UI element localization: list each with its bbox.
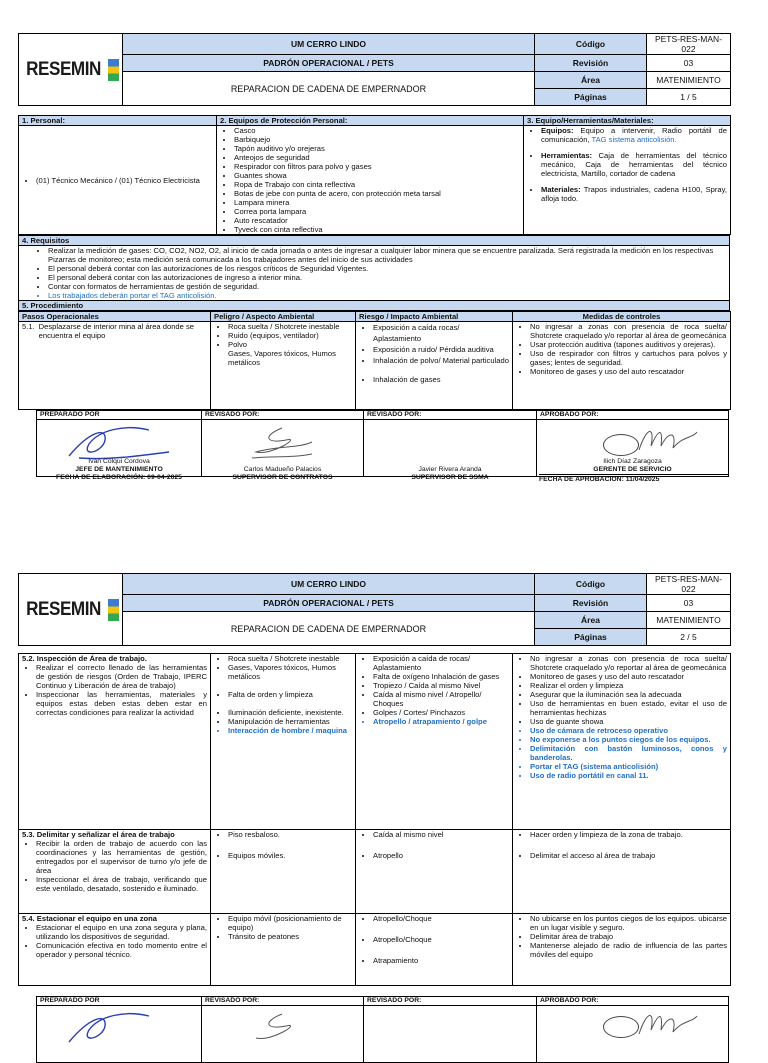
reviewer2-signature-box xyxy=(364,420,537,481)
reviewed-by-label: REVISADO POR: xyxy=(202,997,364,1006)
col-pasos: Pasos Operacionales xyxy=(19,312,211,322)
prepared-by-label: PREPARADO POR xyxy=(37,411,202,420)
step-5-4-title: 5.4. Estacionar el equipo en una zona xyxy=(22,914,158,923)
requisito-item: • Realizar la medición de gases: CO, CO2, NO2, O2, al inicio de cada jornada o antes de ingresar a cualquier labor minera que se encuentre paralizada. Será registrada la medición en los respectivas Pizarras de monitoreo; esta medición será comunicada a los trabajadores antes del inicio de sus actividades xyxy=(48,246,726,264)
peligro-item: • Polvo xyxy=(228,340,352,349)
epp-item: • Tyveck con cinta reflectiva xyxy=(234,225,520,234)
medida-item-highlight: • Portar el TAG (sistema anticolisión) xyxy=(530,762,727,771)
reviewed-by-label: REVISADO POR: xyxy=(364,997,537,1006)
codigo-label: Código xyxy=(535,34,647,55)
medida-item-highlight: • Uso de radio portátil en canal 11. xyxy=(530,771,727,780)
peligro-item: • Equipos móviles. xyxy=(228,851,352,860)
area-value: MATENIMIENTO xyxy=(647,72,731,89)
peligro-item: • Gases, Vapores tóxicos, Humos metálicos xyxy=(228,663,352,681)
procedure-table-page1 xyxy=(18,311,731,410)
prepared-signature-box xyxy=(37,1006,202,1063)
epp-item: • Lampara minera xyxy=(234,198,520,207)
medida-item: • Hacer orden y limpieza de la zona de trabajo. xyxy=(530,830,727,839)
logo-text: RESEMIN xyxy=(26,598,101,620)
procedure-table-page2 xyxy=(18,653,731,986)
step-item: • Inspeccionar el área de trabajo, verificando que este ventilado, desatado, sostenido e iluminado. xyxy=(36,875,207,893)
document-header xyxy=(18,573,731,646)
herramientas-item xyxy=(541,151,727,178)
revision-label: Revisión xyxy=(535,55,647,72)
peligro-item: • Roca suelta / Shotcrete inestable xyxy=(228,322,352,331)
medida-item: • Asegurar que la iluminación sea la adecuada xyxy=(530,690,727,699)
logo-mark-icon xyxy=(108,59,119,81)
page-1 xyxy=(18,33,730,483)
approval-date: FECHA DE APROBACION: 11/04/2025 xyxy=(539,474,729,484)
document-header xyxy=(18,33,731,106)
prepared-date: FECHA DE ELABORACIÓN: 09-04-2025 xyxy=(56,474,182,481)
medida-item: • Usar protección auditiva (tapones auditivos y orejeras). xyxy=(530,340,727,349)
medida-item-highlight: • No exponerse a los puntos ciegos de los equipos. xyxy=(530,735,727,744)
step-5-1-text: Desplazarse de interior mina al área donde se encuentra el equipo xyxy=(38,322,195,340)
medida-item: • Uso de herramientas en buen estado, evitar el uso de herramientas hechizas xyxy=(530,699,727,717)
doc-type: PADRÓN OPERACIONAL / PETS xyxy=(123,55,535,72)
personal-text: • (01) Técnico Mecánico / (01) Técnico Electricista xyxy=(36,176,213,185)
step-5-4-riesgos xyxy=(356,914,513,986)
step-5-1-riesgos xyxy=(356,322,513,410)
herramientas-text: Caja de herramientas del técnico mecánico, Caja de herramientas del técnico electricista, Martillo, cortador de cadena xyxy=(541,151,727,178)
medida-item: • Realizar el orden y limpieza xyxy=(530,681,727,690)
riesgo-item: • Exposición a caída de rocas/ Aplastamiento xyxy=(373,654,509,672)
signature-icon xyxy=(633,1006,703,1040)
equipos-item xyxy=(541,126,727,144)
col-peligro: Peligro / Aspecto Ambiental xyxy=(211,312,356,322)
step-5-3-cell xyxy=(19,830,211,914)
equipos-label: Equipos: xyxy=(541,126,574,135)
equipos-tag: TAG sistema anticolisión. xyxy=(591,135,677,144)
requisito-item: • El personal deberá contar con las autorizaciones de ingreso a interior mina. xyxy=(48,273,726,282)
step-5-2-medidas xyxy=(513,654,731,830)
medida-item: • Monitoreo de gases y uso del auto rescatador xyxy=(530,367,727,376)
equipos-text: Equipo a intervenir, Radio portátil de comunicación, xyxy=(541,126,727,144)
requisitos-heading: 4. Requisitos xyxy=(19,236,730,246)
epp-item: • Guantes showa xyxy=(234,171,520,180)
signature-icon xyxy=(59,422,179,462)
epp-item: • Correa porta lampara xyxy=(234,207,520,216)
step-item: • Comunicación efectiva en todo momento entre el operador y personal técnico. xyxy=(36,941,207,959)
reviewer1-role: SUPERVISOR DE CONTRATOS xyxy=(232,474,333,481)
area-label: Área xyxy=(535,72,647,89)
riesgo-item: • Exposición a caída rocas/ Aplastamiento xyxy=(373,322,509,344)
step-5-1-num: 5.1. xyxy=(22,322,35,331)
epp-item: • Respirador con filtros para polvo y gases xyxy=(234,162,520,171)
medida-item-highlight: • Delimitación con bastón luminosos, conos y banderolas. xyxy=(530,744,727,762)
signature-icon xyxy=(242,1008,322,1048)
riesgo-item: • Caída al mismo nivel / Atropello/ Choques xyxy=(373,690,509,708)
step-item: • Recibir la orden de trabajo de acuerdo con las coordinaciones y las herramientas de gestión, entregados por el supervisor de turno y/o jefe de área xyxy=(36,839,207,875)
section-personal-epp xyxy=(18,115,731,235)
medida-item: • Uso de guante showa xyxy=(530,717,727,726)
peligro-item-highlight: • Interacción de hombre / maquina xyxy=(228,726,352,735)
approver-name: Ilich Díaz Zaragoza xyxy=(603,458,662,465)
riesgo-item: • Golpes / Cortes/ Pinchazos xyxy=(373,708,509,717)
peligro-item: • Iluminación deficiente, inexistente. xyxy=(228,708,352,717)
approved-by-label: APROBADO POR: xyxy=(537,997,729,1006)
step-5-4-medidas xyxy=(513,914,731,986)
medida-item: • Delimitar el acceso al área de trabajo xyxy=(530,851,727,860)
page-2 xyxy=(18,573,730,1063)
epp-cell xyxy=(217,126,524,235)
company-logo xyxy=(19,34,123,106)
requisito-item: • Contar con formatos de herramientas de gestión de seguridad. xyxy=(48,282,726,291)
requisito-tag-item: • Los trabajados deberán portar el TAG anticolisión. xyxy=(48,291,726,300)
riesgo-item: • Inhalación de polvo/ Material particulado xyxy=(373,355,509,366)
riesgo-item: • Atropello/Choque xyxy=(373,914,509,923)
paginas-value: 2 / 5 xyxy=(647,629,731,646)
step-5-4-peligros xyxy=(211,914,356,986)
epp-heading: 2. Equipos de Protección Personal: xyxy=(217,116,524,126)
step-item: • Inspeccionar las herramientas, materiales y equipos estas deben estas deben estar en correctas condiciones para realizar la actividad xyxy=(36,690,207,717)
step-5-3-riesgos xyxy=(356,830,513,914)
prepared-name: Ivan Colqui Cordova xyxy=(88,458,150,465)
signature-icon xyxy=(59,1008,179,1048)
herramientas-label: Herramientas: xyxy=(541,151,593,160)
codigo-value: PETS-RES-MAN-022 xyxy=(647,34,731,55)
epp-item: • Tapón auditivo y/o orejeras xyxy=(234,144,520,153)
peligro-item: • Roca suelta / Shotcrete inestable xyxy=(228,654,352,663)
peligro-item: • Falta de orden y limpieza xyxy=(228,690,352,699)
medida-item-highlight: • Uso de cámara de retroceso operativo xyxy=(530,726,727,735)
step-5-2-riesgos xyxy=(356,654,513,830)
epp-item: • Barbiquejo xyxy=(234,135,520,144)
step-5-1-cell xyxy=(19,322,211,410)
peligro-item: • Tránsito de peatones xyxy=(228,932,352,941)
step-5-2-cell xyxy=(19,654,211,830)
approver-role: GERENTE DE SERVICIO xyxy=(593,466,672,473)
riesgo-item-highlight: • Atropello / atrapamiento / golpe xyxy=(373,717,509,726)
medida-item: • No ubicarse en los puntos ciegos de los equipos. ubicarse en un lugar visible y seguro. xyxy=(530,914,727,932)
area-label: Área xyxy=(535,612,647,629)
reviewed-by-label: REVISADO POR: xyxy=(202,411,364,420)
step-5-2-title: 5.2. Inspección de Área de trabajo. xyxy=(22,654,147,663)
doc-type: PADRÓN OPERACIONAL / PETS xyxy=(123,595,535,612)
materiales-text: Trapos industriales, cadena H100, Spray, afloja todo. xyxy=(541,185,727,203)
step-5-4-cell xyxy=(19,914,211,986)
company-name: UM CERRO LINDO xyxy=(123,574,535,595)
step-5-2-peligros xyxy=(211,654,356,830)
peligro-item: • Equipo móvil (posicionamiento de equipo) xyxy=(228,914,352,932)
medida-item: • No ingresar a zonas con presencia de roca suelta/ Shotcrete craquelado y/o reportar al área de geomecánica xyxy=(530,654,727,672)
approver-signature-box xyxy=(537,1006,729,1063)
medida-item: • Uso de respirador con filtros y cartuchos para polvos y gases; lentes de seguridad. xyxy=(530,349,727,367)
approved-by-label: APROBADO POR: xyxy=(537,411,729,420)
equipment-heading: 3. Equipo/Herramientas/Materiales: xyxy=(524,116,731,126)
step-item: • Realizar el correcto llenado de las herramientas de gestión de riesgos (Orden de Trabajo, IPERC Continuo y Liberación de área de trabajo) xyxy=(36,663,207,690)
equipment-cell xyxy=(524,126,731,235)
logo-text: RESEMIN xyxy=(26,58,101,80)
peligro-item: • Manipulación de herramientas xyxy=(228,717,352,726)
section-requisitos xyxy=(18,235,730,311)
peligro-extra: Gases, Vapores tóxicos, Humos metálicos xyxy=(228,349,336,367)
step-item: • Estacionar el equipo en una zona segura y plana, utilizando los dispositivos de seguridad. xyxy=(36,923,207,941)
reviewer1-name: Carlos Madueño Palacios xyxy=(243,466,322,473)
riesgo-item: • Inhalación de gases xyxy=(373,374,509,385)
peligro-item: • Piso resbaloso. xyxy=(228,830,352,839)
epp-item: • Ropa de Trabajo con cinta reflectiva xyxy=(234,180,520,189)
col-riesgo: Riesgo / Impacto Ambiental xyxy=(356,312,513,322)
logo-mark-icon xyxy=(108,599,119,621)
step-5-1-medidas xyxy=(513,322,731,410)
riesgo-item: • Falta de oxígeno Inhalación de gases xyxy=(373,672,509,681)
reviewed-by-label: REVISADO POR: xyxy=(364,411,537,420)
epp-item: • Casco xyxy=(234,126,520,135)
personal-heading: 1. Personal: xyxy=(19,116,217,126)
company-logo xyxy=(19,574,123,646)
riesgo-item: • Atropello xyxy=(373,851,509,860)
revision-value: 03 xyxy=(647,55,731,72)
step-5-1-peligros xyxy=(211,322,356,410)
requisitos-cell xyxy=(19,246,730,301)
epp-item: • Botas de jebe con punta de acero, con protección meta tarsal xyxy=(234,189,520,198)
personal-cell xyxy=(19,126,217,235)
requisito-item: • El personal deberá contar con las autorizaciones de los riesgos críticos de Seguridad Vigentes. xyxy=(48,264,726,273)
col-medidas: Medidas de controles xyxy=(513,312,731,322)
peligro-item: • Ruido (equipos, ventilador) xyxy=(228,331,352,340)
codigo-label: Código xyxy=(535,574,647,595)
riesgo-item: • Atropello/Choque xyxy=(373,935,509,944)
medida-item: • Mantenerse alejado de radio de influencia de las partes móviles del equipo xyxy=(530,941,727,959)
reviewer2-name: Javier Rivera Aranda xyxy=(418,466,482,473)
riesgo-item: • Tropiezo / Caída al mismo Nivel xyxy=(373,681,509,690)
area-value: MATENIMIENTO xyxy=(647,612,731,629)
paginas-value: 1 / 5 xyxy=(647,89,731,106)
riesgo-item: • Atrapamiento xyxy=(373,956,509,965)
revision-value: 03 xyxy=(647,595,731,612)
approver-signature-box xyxy=(537,420,729,483)
signature-icon xyxy=(633,422,703,456)
materiales-item xyxy=(541,185,727,203)
materiales-label: Materiales: xyxy=(541,185,581,194)
doc-title: REPARACION DE CADENA DE EMPERNADOR xyxy=(123,612,535,646)
prepared-by-label: PREPARADO POR xyxy=(37,997,202,1006)
signature-block-page1 xyxy=(36,410,729,483)
epp-item: • Auto rescatador xyxy=(234,216,520,225)
reviewer2-role: SUPERVISOR DE SSMA xyxy=(411,474,489,481)
paginas-label: Páginas xyxy=(535,629,647,646)
step-5-3-peligros xyxy=(211,830,356,914)
signature-block-page2 xyxy=(36,996,729,1063)
procedimiento-heading: 5. Procedimiento xyxy=(19,301,730,311)
step-5-3-medidas xyxy=(513,830,731,914)
step-5-3-title: 5.3. Delimitar y señalizar el área de trabajo xyxy=(22,830,175,839)
company-name: UM CERRO LINDO xyxy=(123,34,535,55)
paginas-label: Páginas xyxy=(535,89,647,106)
revision-label: Revisión xyxy=(535,595,647,612)
doc-title: REPARACION DE CADENA DE EMPERNADOR xyxy=(123,72,535,106)
prepared-role: JEFE DE MANTENIMIENTO xyxy=(75,466,163,473)
epp-item: • Anteojos de seguridad xyxy=(234,153,520,162)
reviewer1-signature-box xyxy=(202,420,364,481)
prepared-signature-box xyxy=(37,420,202,481)
medida-item: • Monitoreo de gases y uso del auto rescatador xyxy=(530,672,727,681)
riesgo-item: • Caída al mismo nivel xyxy=(373,830,509,839)
codigo-value: PETS-RES-MAN-022 xyxy=(647,574,731,595)
medida-item: • No ingresar a zonas con presencia de roca suelta/ Shotcrete craquelado y/o reportar al área de geomecánica xyxy=(530,322,727,340)
reviewer1-signature-box xyxy=(202,1006,364,1063)
riesgo-item: • Exposición a ruido/ Pérdida auditiva xyxy=(373,344,509,355)
signature-icon xyxy=(242,422,322,462)
medida-item: • Delimitar área de trabajo xyxy=(530,932,727,941)
reviewer2-signature-box xyxy=(364,1006,537,1063)
